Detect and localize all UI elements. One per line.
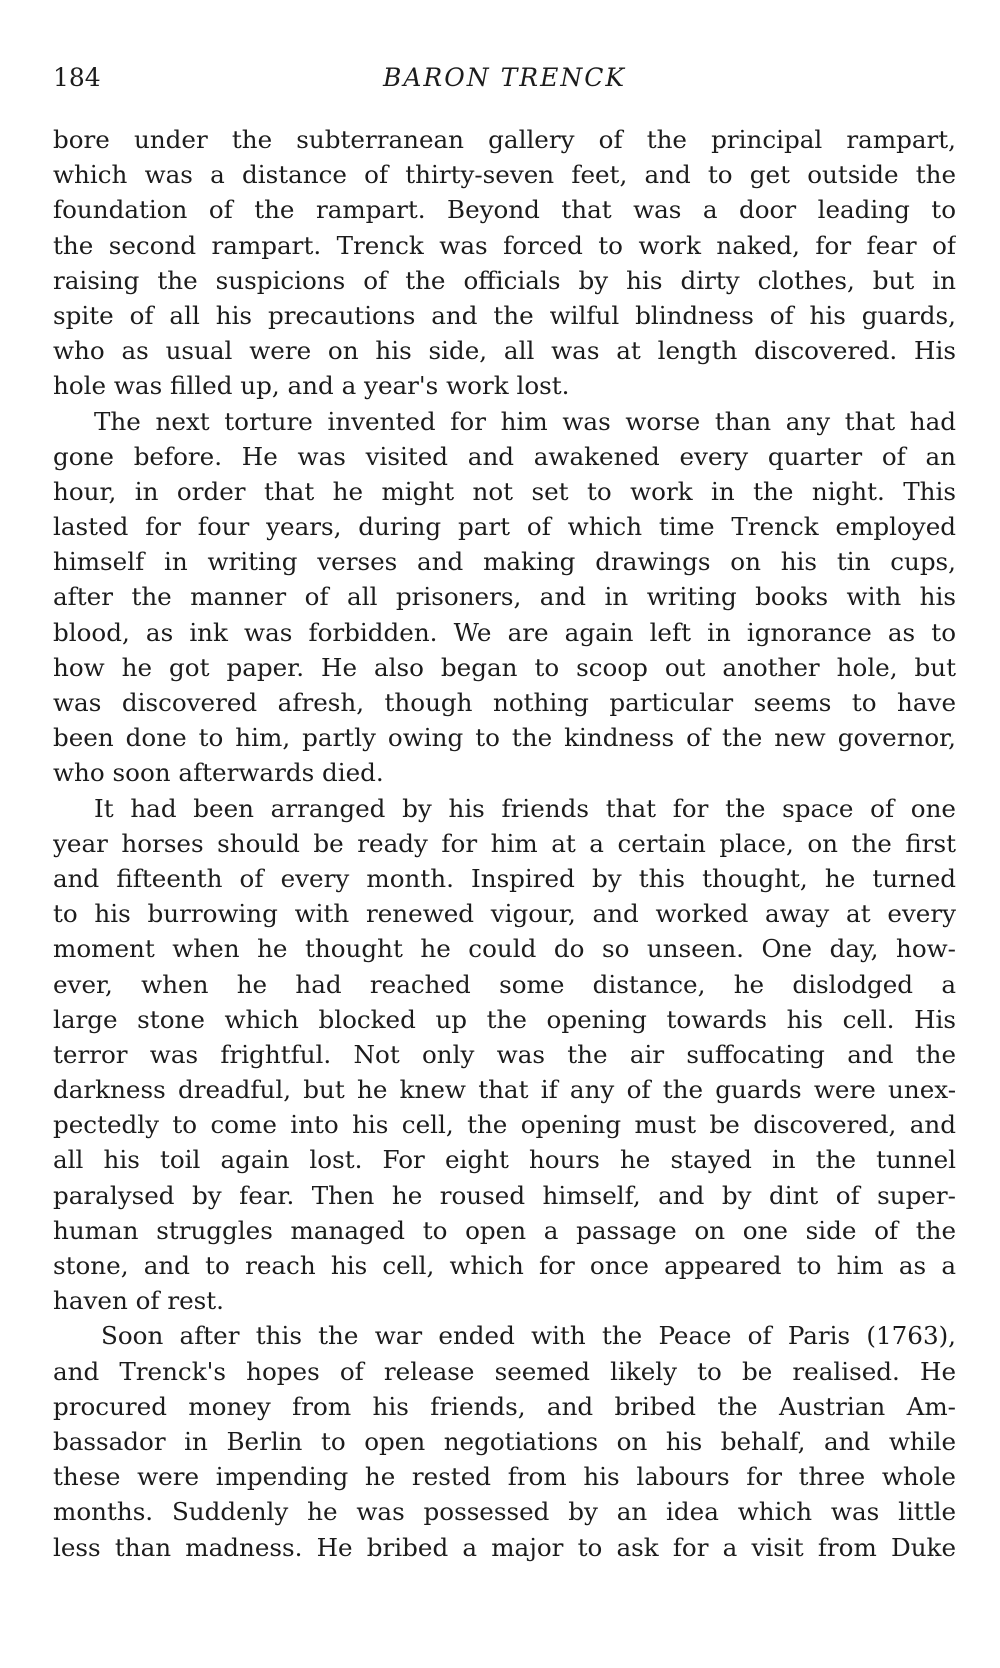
text-line: paralysed by fear. Then he roused himself, and by dint of super- <box>53 1180 956 1210</box>
text-line: blood, as ink was forbidden. We are again left in ignorance as to <box>53 617 956 647</box>
text-line: foundation of the rampart. Beyond that was a door leading to <box>53 195 956 225</box>
text-line: hour, in order that he might not set to work in the night. This <box>53 476 956 506</box>
text-line: ever, when he had reached some distance, he dislodged a <box>53 969 956 999</box>
text-line: which was a distance of thirty-seven feet, and to get outside the <box>53 160 956 190</box>
text-line: all his toil again lost. For eight hours he stayed in the tunnel <box>53 1145 956 1175</box>
text-line: himself in writing verses and making drawings on his tin cups, <box>53 547 956 577</box>
text-line: been done to him, partly owing to the kindness of the new governor, <box>53 723 956 753</box>
text-line: pectedly to come into his cell, the opening must be discovered, and <box>53 1110 956 1140</box>
text-line: less than madness. He bribed a major to ask for a visit from Duke <box>53 1532 956 1562</box>
text-line: The next torture invented for him was worse than any that had <box>94 406 956 436</box>
page-number: 184 <box>53 63 101 92</box>
text-line: procured money from his friends, and bribed the Austrian Am- <box>53 1391 956 1421</box>
text-line: was discovered afresh, though nothing particular seems to have <box>53 688 956 717</box>
body-text <box>53 122 956 1565</box>
text-line: moment when he thought he could do so unseen. One day, how- <box>53 934 956 964</box>
text-line: large stone which blocked up the opening towards his cell. His <box>53 1004 956 1034</box>
text-line: stone, and to reach his cell, which for once appeared to him as a <box>53 1251 956 1280</box>
text-line: darkness dreadful, but he knew that if any of the guards were unex- <box>53 1075 956 1105</box>
text-line: and fifteenth of every month. Inspired by this thought, he turned <box>53 863 956 893</box>
text-line: lasted for four years, during part of which time Trenck employed <box>53 512 956 542</box>
text-line: year horses should be ready for him at a certain place, on the first <box>53 828 956 858</box>
text-line: raising the suspicions of the officials by his dirty clothes, but in <box>53 265 956 295</box>
text-line: It had been arranged by his friends that for the space of one <box>94 793 956 823</box>
text-line: haven of rest. <box>53 1286 224 1316</box>
text-line: after the manner of all prisoners, and in writing books with his <box>53 582 956 612</box>
text-line: hole was filled up, and a year's work lost. <box>53 371 570 401</box>
text-line: human struggles managed to open a passage on one side of the <box>53 1215 956 1245</box>
text-line: Soon after this the war ended with the Peace of Paris (1763), <box>101 1321 956 1351</box>
text-line: bassador in Berlin to open negotiations on his behalf, and while <box>53 1426 956 1456</box>
text-line: to his burrowing with renewed vigour, and worked away at every <box>53 899 956 929</box>
text-line: spite of all his precautions and the wilful blindness of his guards, <box>53 300 956 330</box>
running-title: BARON TRENCK <box>383 63 626 92</box>
text-line: and Trenck's hopes of release seemed likely to be realised. He <box>53 1356 956 1386</box>
text-line: who as usual were on his side, all was at length discovered. His <box>53 336 956 366</box>
running-head <box>53 58 956 98</box>
text-line: months. Suddenly he was possessed by an idea which was little <box>53 1497 956 1527</box>
text-line: the second rampart. Trenck was forced to work naked, for fear of <box>53 230 956 260</box>
text-line: who soon afterwards died. <box>53 758 384 788</box>
text-line: bore under the subterranean gallery of the principal rampart, <box>53 125 956 154</box>
text-line: these were impending he rested from his labours for three whole <box>53 1462 956 1492</box>
text-line: terror was frightful. Not only was the air suffocating and the <box>53 1039 956 1069</box>
text-line: how he got paper. He also began to scoop out another hole, but <box>53 652 956 682</box>
text-line: gone before. He was visited and awakened every quarter of an <box>53 441 956 471</box>
